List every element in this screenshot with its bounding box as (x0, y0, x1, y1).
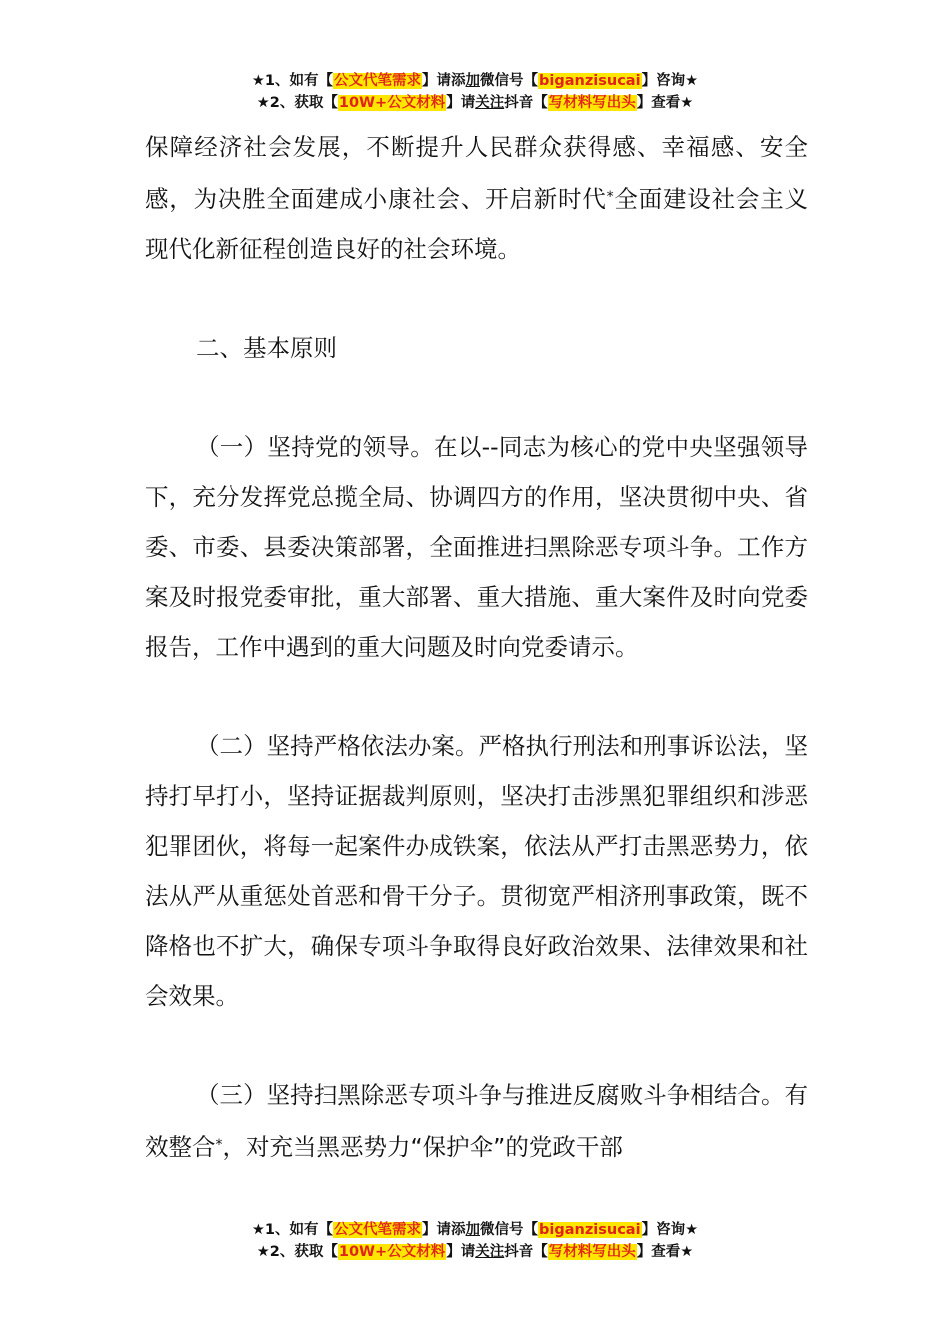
header-promo-banner (0, 70, 950, 114)
highlight-service: 公文代笔需求 (334, 73, 422, 89)
highlight-service: 公文代笔需求 (334, 1222, 422, 1238)
promo-line-2: ★2、获取【10W+公文材料】请关注抖音【写材料写出头】查看★ (256, 95, 694, 111)
highlight-wechat-id: biganzisucai (539, 73, 641, 89)
paragraph-principle-1: （一）坚持党的领导。在以--同志为核心的党中央坚强领导下，充分发挥党总揽全局、协调四方的作用，坚决贯彻中央、省委、市委、县委决策部署，全面推进扫黑除恶专项斗争。工作方案及时报党委审批，重大部署、重大措施、重大案件及时向党委报告，工作中遇到的重大问题及时向党委请示。 (145, 433, 808, 661)
highlight-wechat-id: biganzisucai (539, 1222, 641, 1238)
paragraph-continued: 保障经济社会发展，不断提升人民群众获得感、幸福感、安全感，为决胜全面建成小康社会、开启新时代*全面建设社会主义现代化新征程创造良好的社会环境。 (145, 133, 809, 263)
highlight-douyin-account: 写材料写出头 (548, 95, 636, 111)
promo-line-1: ★1、如有【公文代笔需求】请添加微信号【biganzisucai】咨询★ (251, 1222, 699, 1238)
paragraph-principle-2: （二）坚持严格依法办案。严格执行刑法和刑事诉讼法，坚持打早打小，坚持证据裁判原则，坚决打击涉黑犯罪组织和涉恶犯罪团伙，将每一起案件办成铁案，依法从严打击黑恶势力，依法从严从重惩处首恶和骨干分子。贯彻宽严相济刑事政策，既不降格也不扩大，确保专项斗争取得良好政治效果、法律效果和社会效果。 (145, 732, 808, 1010)
highlight-materials: 10W+公文材料 (338, 95, 446, 111)
highlight-materials: 10W+公文材料 (338, 1244, 446, 1260)
section-heading: 二、基本原则 (196, 334, 337, 362)
document-body (145, 122, 808, 1172)
paragraph-principle-3: （三）坚持扫黑除恶专项斗争与推进反腐败斗争相结合。有效整合*，对充当黑恶势力“保护伞”的党政干部 (145, 1081, 808, 1161)
promo-line-2: ★2、获取【10W+公文材料】请关注抖音【写材料写出头】查看★ (256, 1244, 694, 1260)
highlight-douyin-account: 写材料写出头 (548, 1244, 636, 1260)
footer-promo-banner (0, 1219, 950, 1263)
promo-line-1: ★1、如有【公文代笔需求】请添加微信号【biganzisucai】咨询★ (251, 73, 699, 89)
